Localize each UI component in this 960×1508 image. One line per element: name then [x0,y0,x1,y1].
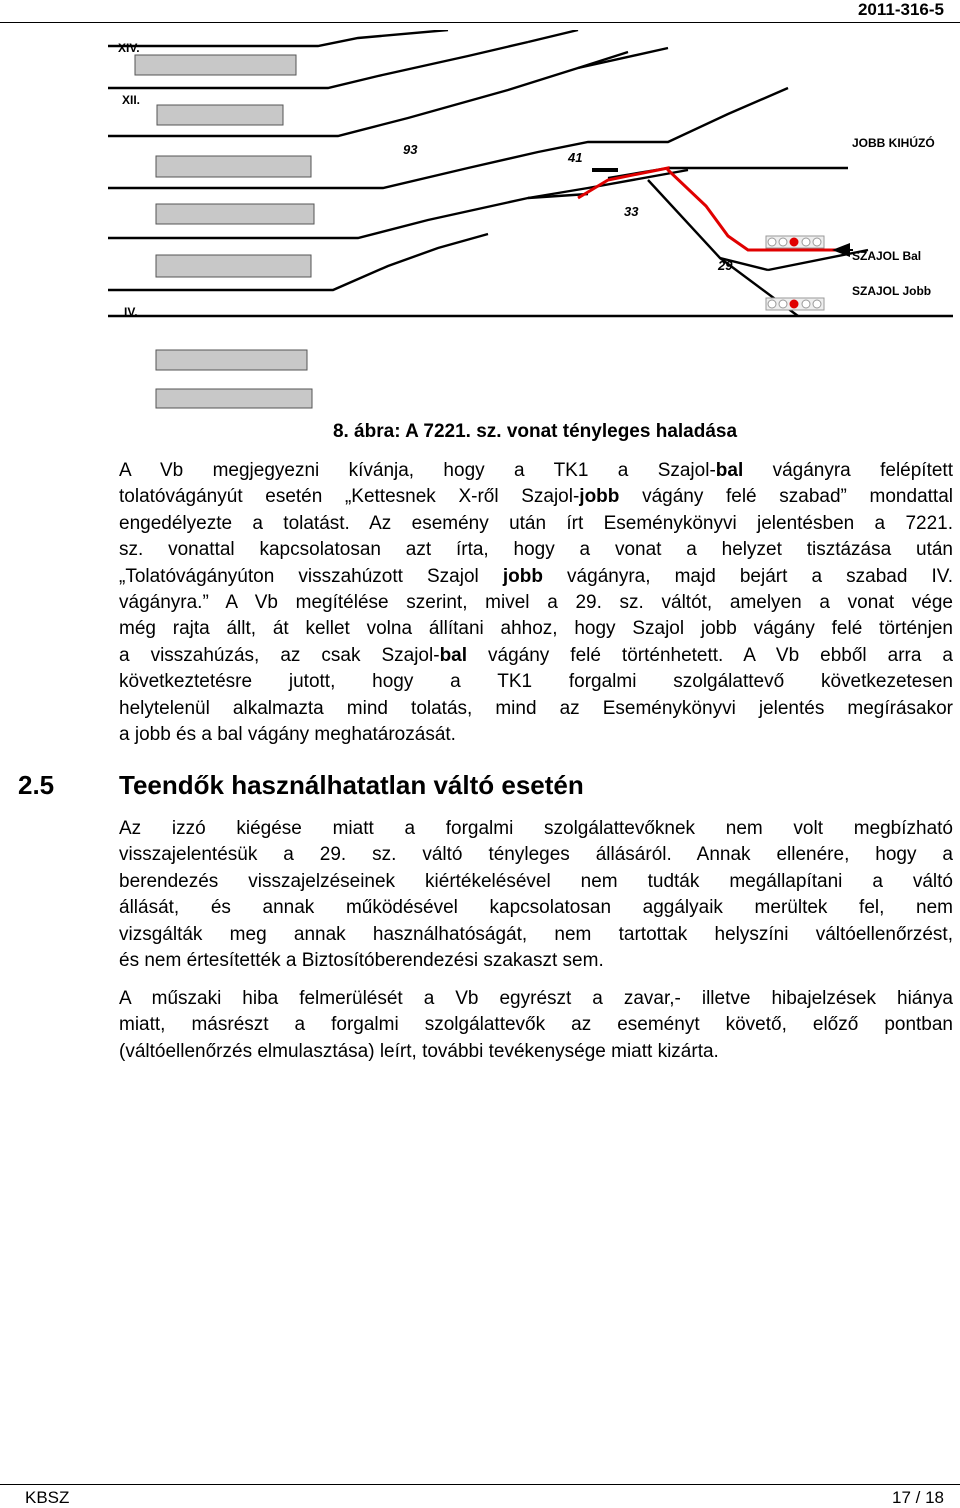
track-diagram-figure [108,30,960,418]
emphasis: bal [715,460,744,481]
text-line: A Vb megjegyezni kívánja, hogy a TK1 a Szajol-bal vágányra felépített [119,460,953,481]
switch-label-93: 93 [403,142,418,157]
emphasis: jobb [579,486,620,508]
signal-szajol-bal [766,236,824,248]
switch-label-29: 29 [718,258,733,273]
text-line: sz. vonattal kapcsolatosan azt írta, hogy a vonat a helyzet tisztázása után [119,539,953,561]
platform [156,350,307,370]
text-line: berendezés visszajelzéseinek kiértékelésével nem tudták megállapítani a váltó [119,870,953,892]
text-line: vizsgálták meg annak használhatóságát, nem tartottak helyszíni váltóellenőrzést, [119,923,953,945]
platform [156,156,311,177]
footer-rule [0,1484,960,1485]
platforms [135,55,314,408]
track-33 [648,180,768,270]
emphasis: bal [439,644,468,666]
text-line: „Tolatóvágányúton visszahúzott Szajol jobb vágányra, majd bejárt a szabad IV. [119,565,953,587]
section-title: Teendők használhatatlan váltó esetén [119,770,584,800]
text-line: következtetésre jutott, hogy a TK1 forgalmi szolgálattevő következetesen [119,671,953,693]
figure-caption-text: 8. ábra: A 7221. sz. vonat tényleges haladása [332,421,738,442]
page-number: 17 / 18 [892,1488,944,1507]
section-number: 2.5 [18,770,55,800]
platform [156,389,312,408]
label-iv: IV. [124,305,138,319]
figure-caption [0,421,960,443]
emphasis: jobb [502,565,543,587]
label-jobb-kihuzo: JOBB KIHÚZÓ [852,136,935,150]
signal-szajol-jobb [766,298,824,310]
header-rule [0,22,960,23]
text-line: helytelenül alkalmazta mind tolatás, mind az Eseménykönyvi jelentés megírásakor [119,697,953,719]
text-line: és nem értesítették a Biztosítóberendezési szakaszt sem. [119,950,604,972]
text-line: miatt, másrészt a forgalmi szolgálattevők az eseményt követő, előző pontban [119,1014,953,1036]
text-line: tolatóvágányút esetén „Kettesnek X-ről Szajol-jobb vágány felé szabad” mondattal [119,486,953,508]
text-line: állását, és annak működésével kapcsolatosan aggályaik merültek fel, nem [119,897,953,919]
document-id: 2011-316-5 [857,0,944,19]
track-diagram [108,30,960,418]
text-line: engedélyezte a tolatást. Az esemény után írt Eseménykönyvi jelentésben a 7221. [119,512,953,534]
platform [156,204,314,224]
paragraph-3 [119,986,953,1065]
text-line: visszajelentésük a 29. sz. váltó tényleges állásáról. Annak ellenére, hogy a [119,844,953,866]
text-line: A műszaki hiba felmerülését a Vb egyrészt a zavar,- illetve hibajelzések hiánya [119,988,953,1009]
platform [156,255,311,277]
paragraph-1 [119,458,953,748]
paragraph-2 [119,816,953,974]
switch-label-33: 33 [624,204,639,219]
text-line: a visszahúzás, az csak Szajol-bal vágány felé történhetett. A Vb ebből arra a [119,644,953,666]
text-line: a jobb és a bal vágány meghatározását. [119,724,456,746]
label-szajol-bal: SZAJOL Bal [852,249,922,263]
switch-label-41: 41 [568,150,583,165]
text-line: (váltóellenőrzés elmulasztása) leírt, további tevékenysége miatt kizárta. [119,1040,719,1062]
label-xiv: XIV. [118,41,140,55]
label-xii: XII. [122,93,141,107]
text-line: Az izzó kiégése miatt a forgalmi szolgálattevőknek nem volt megbízható [119,818,953,839]
platform [157,105,283,125]
track-g [528,30,578,42]
label-szajol-jobb: SZAJOL Jobb [852,284,932,298]
text-line: még rajta állt, át kellet volna állítani ahhoz, hogy Szajol jobb vágány felé történjen [119,618,953,640]
section-heading [18,770,584,801]
text-line: vágányra.” A Vb megítélése szerint, mivel a 29. sz. váltót, amelyen a vonat vége [119,592,953,614]
platform [135,55,296,75]
footer-organization: KBSZ [25,1488,70,1507]
track-xiv [108,30,448,46]
track-f [578,48,668,68]
